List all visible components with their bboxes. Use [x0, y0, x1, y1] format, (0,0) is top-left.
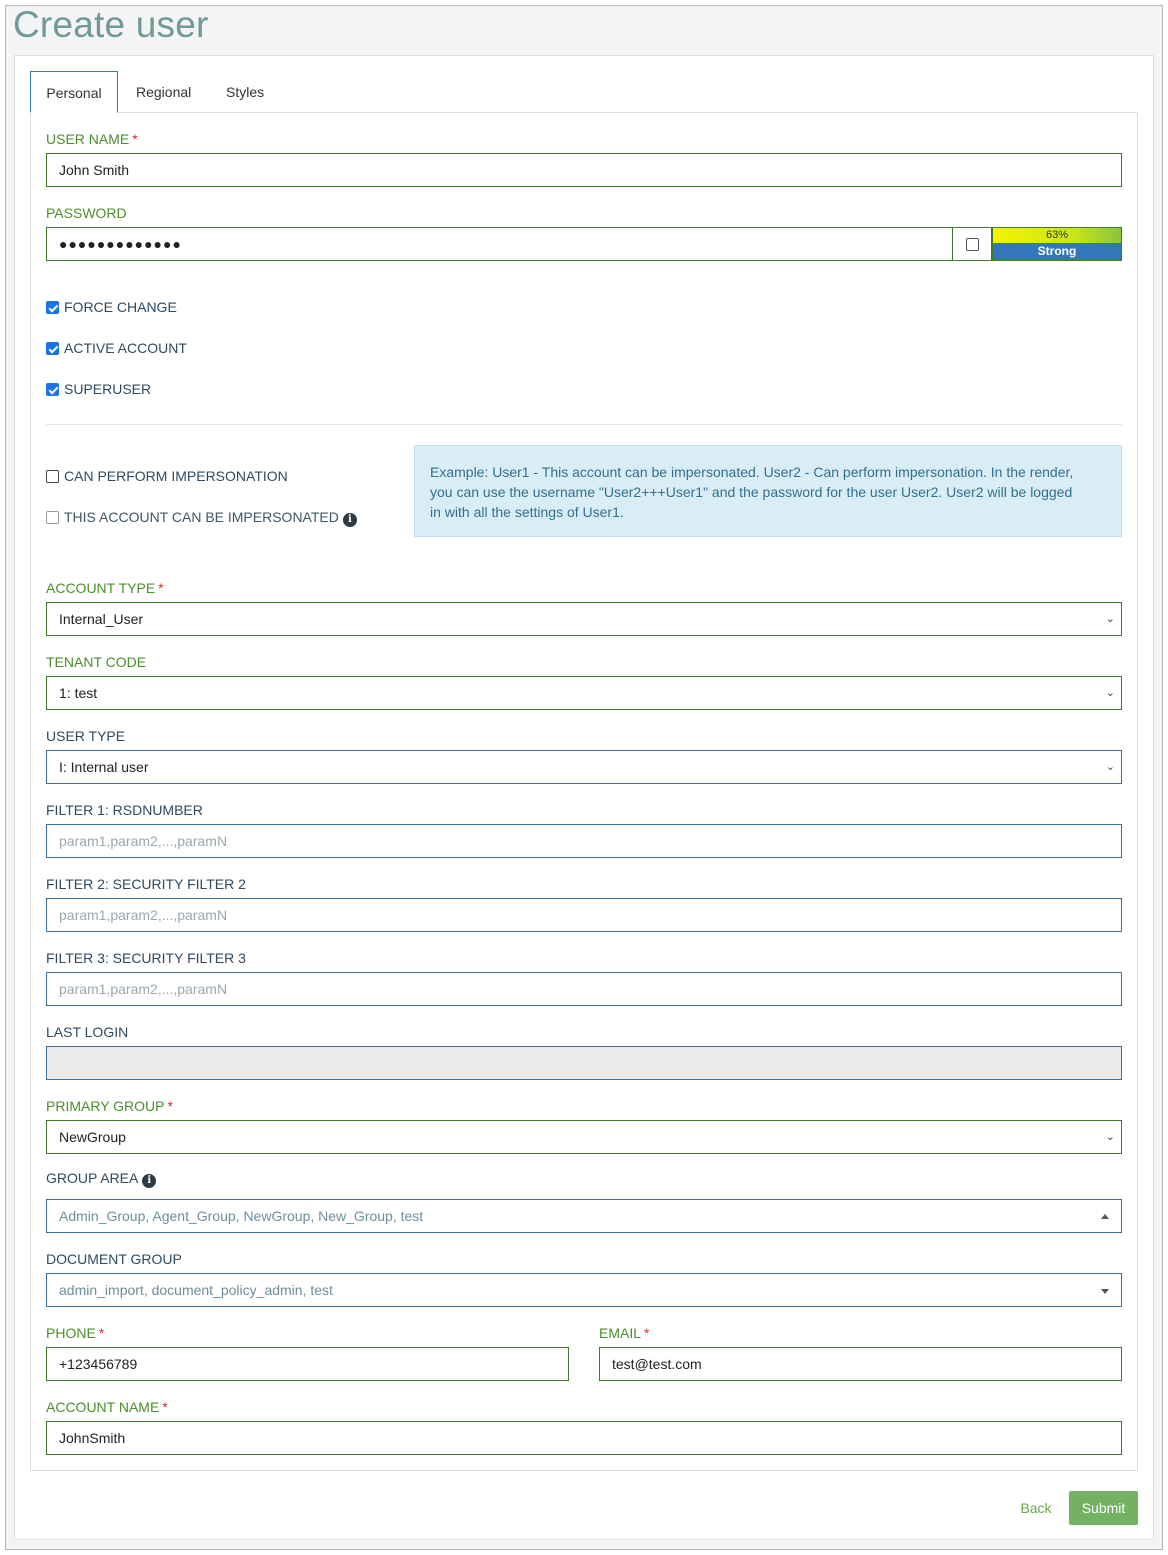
- checkbox-unchecked-icon: [46, 470, 59, 483]
- superuser-checkbox[interactable]: [46, 380, 151, 398]
- tenant-code-label: TENANT CODE: [46, 654, 147, 670]
- tab-personal[interactable]: Personal: [30, 71, 118, 113]
- force-change-label: FORCE CHANGE: [64, 299, 177, 315]
- info-icon[interactable]: i: [142, 1174, 156, 1188]
- tab-content-personal: [30, 112, 1138, 1471]
- show-password-toggle[interactable]: [952, 227, 992, 261]
- chevron-down-icon: ⌄: [1105, 761, 1115, 773]
- document-group-value: admin_import, document_policy_admin, test: [59, 1282, 333, 1298]
- group-area-multiselect[interactable]: [46, 1199, 1122, 1233]
- filter2-label: FILTER 2: SECURITY FILTER 2: [46, 876, 246, 892]
- document-group-multiselect[interactable]: [46, 1273, 1122, 1307]
- checkbox-unchecked-icon: [46, 511, 59, 524]
- strength-bar: [993, 228, 1121, 243]
- active-account-checkbox[interactable]: [46, 339, 187, 357]
- active-account-label: ACTIVE ACCOUNT: [64, 340, 187, 356]
- filter3-label: FILTER 3: SECURITY FILTER 3: [46, 950, 246, 966]
- account-type-label: ACCOUNT TYPE *: [46, 580, 164, 596]
- can-be-impersonated-checkbox[interactable]: [46, 508, 357, 526]
- impersonation-help-alert: Example: User1 - This account can be impersonated. User2 - Can perform impersonation. In the render, you can use the username "User2+++User1" and the password for the user User2. User2 will be logged in with all the settings of User1.: [414, 445, 1122, 537]
- phone-input[interactable]: +123456789: [46, 1347, 569, 1381]
- checkbox-checked-icon: [46, 342, 59, 355]
- account-type-value: Internal_User: [59, 611, 144, 627]
- user-type-label: USER TYPE: [46, 728, 126, 744]
- password-group: [46, 227, 1122, 261]
- checkbox-checked-icon: [46, 301, 59, 314]
- chevron-down-icon: ⌄: [1105, 1131, 1115, 1143]
- can-perform-impersonation-label: CAN PERFORM IMPERSONATION: [64, 468, 288, 484]
- submit-button[interactable]: Submit: [1069, 1491, 1138, 1525]
- group-area-value: Admin_Group, Agent_Group, NewGroup, New_Group, test: [59, 1208, 424, 1224]
- tenant-code-select[interactable]: [46, 676, 1122, 710]
- primary-group-select[interactable]: [46, 1120, 1122, 1154]
- email-input[interactable]: test@test.com: [599, 1347, 1122, 1381]
- force-change-checkbox[interactable]: [46, 298, 177, 316]
- account-name-label: ACCOUNT NAME *: [46, 1399, 168, 1415]
- filter1-label: FILTER 1: RSDNUMBER: [46, 802, 203, 818]
- page-title: Create user: [13, 4, 209, 45]
- chevron-down-icon: ⌄: [1105, 687, 1115, 699]
- can-perform-impersonation-checkbox[interactable]: [46, 467, 288, 485]
- checkbox-icon: [966, 238, 979, 251]
- group-area-label: GROUP AREA i: [46, 1170, 156, 1188]
- last-login-label: LAST LOGIN: [46, 1024, 129, 1040]
- user-name-input[interactable]: John Smith: [46, 153, 1122, 187]
- phone-label: PHONE *: [46, 1325, 105, 1341]
- superuser-label: SUPERUSER: [64, 381, 152, 397]
- checkbox-checked-icon: [46, 383, 59, 396]
- strength-percent: 63%: [1045, 229, 1069, 241]
- info-icon[interactable]: i: [343, 513, 357, 527]
- user-type-select[interactable]: [46, 750, 1122, 784]
- email-label: EMAIL *: [599, 1325, 650, 1341]
- tab-styles[interactable]: Styles: [226, 84, 265, 100]
- back-button[interactable]: Back: [1020, 1500, 1052, 1516]
- account-name-input[interactable]: JohnSmith: [46, 1421, 1122, 1455]
- can-be-impersonated-label: THIS ACCOUNT CAN BE IMPERSONATED: [64, 509, 339, 525]
- chevron-down-icon: ⌄: [1105, 613, 1115, 625]
- password-input[interactable]: ●●●●●●●●●●●●●: [46, 227, 953, 261]
- account-type-select[interactable]: [46, 602, 1122, 636]
- caret-up-icon: [1101, 1214, 1109, 1219]
- user-name-label: USER NAME *: [46, 131, 138, 147]
- strength-word: Strong: [993, 243, 1121, 260]
- tab-regional[interactable]: Regional: [136, 84, 192, 100]
- filter3-input[interactable]: param1,param2,...,paramN: [46, 972, 1122, 1006]
- filter2-input[interactable]: param1,param2,...,paramN: [46, 898, 1122, 932]
- password-label: PASSWORD: [46, 205, 127, 221]
- section-divider: [46, 424, 1122, 425]
- password-strength-meter: [992, 227, 1122, 261]
- primary-group-value: NewGroup: [59, 1129, 126, 1145]
- filter1-input[interactable]: param1,param2,...,paramN: [46, 824, 1122, 858]
- caret-down-icon: [1101, 1289, 1109, 1294]
- tenant-code-value: 1: test: [59, 685, 98, 701]
- last-login-input: [46, 1046, 1122, 1080]
- primary-group-label: PRIMARY GROUP *: [46, 1098, 173, 1114]
- document-group-label: DOCUMENT GROUP: [46, 1251, 182, 1267]
- user-type-value: I: Internal user: [59, 759, 149, 775]
